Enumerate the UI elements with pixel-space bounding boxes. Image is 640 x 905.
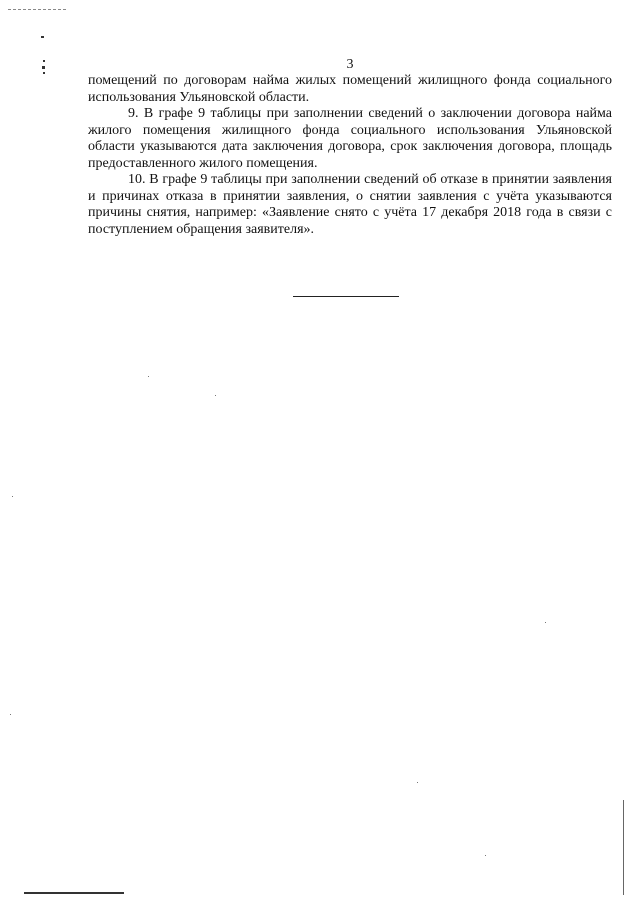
page-number: 3 [346, 57, 354, 72]
paragraph-continuation: помещений по договорам найма жилых помещений жилищного фонда социального использования Ульяновской области. [88, 73, 612, 105]
scan-artifact-right-edge [623, 800, 624, 895]
scan-artifact-mark [41, 36, 44, 38]
scan-speck [215, 395, 216, 396]
scan-speck [12, 496, 13, 497]
scan-speck [417, 782, 418, 783]
scan-speck [148, 376, 149, 377]
scan-speck [485, 855, 486, 856]
paragraph-item-9: 9. В графе 9 таблицы при заполнении сведений о заключении договора найма жилого помещения жилищного фонда социального использования Ульяновской области указываются дата заключения договора, срок заключения договора, площадь предоставленного жилого помещения. [88, 106, 612, 171]
scan-speck [545, 622, 546, 623]
document-body [88, 73, 612, 238]
scan-artifact-bottom-edge [24, 892, 124, 894]
paragraph-item-10: 10. В графе 9 таблицы при заполнении сведений об отказе в принятии заявления и причинах отказа в принятии заявления, о снятии заявления с учёта указываются причины снятия, например: «Заявление снято с учёта 17 декабря 2018 года в связи с поступлением обращения заявителя». [88, 172, 612, 237]
end-separator-line [293, 296, 399, 297]
scan-speck [10, 714, 11, 715]
scan-artifact-top-dashes [8, 9, 66, 10]
